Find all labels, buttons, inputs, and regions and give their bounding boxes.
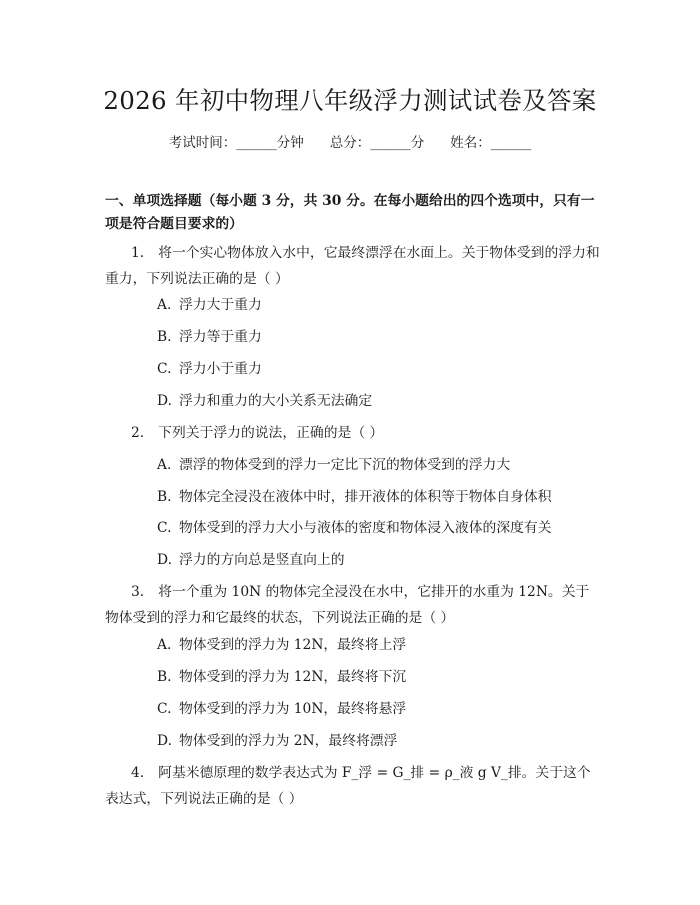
option-letter: A. [157,297,172,313]
option-text: 物体完全浸没在液体中时，排开液体的体积等于物体自身体积 [179,489,552,505]
question-3-option-a [157,635,597,655]
question-number: 1. [131,245,145,261]
option-letter: B. [157,329,172,345]
question-text: 将一个重为 10N 的物体完全浸没在水中，它排开的水重为 12N。关于物体受到的浮力和它最终的状态，下列说法正确的是（ ） [105,584,590,626]
option-text: 物体受到的浮力为 12N，最终将上浮 [179,637,407,653]
question-2 [105,420,600,446]
option-text: 浮力的方向总是竖直向上的 [179,552,345,568]
option-letter: B. [157,669,172,685]
question-3-option-b [157,667,597,687]
question-number: 2. [131,425,145,441]
question-4 [105,760,600,812]
exam-time-field: 考试时间：______分钟 [168,135,304,151]
option-text: 物体受到的浮力为 2N，最终将漂浮 [179,733,398,749]
option-letter: D. [157,733,172,749]
option-text: 物体受到的浮力为 10N，最终将悬浮 [179,701,407,717]
question-1-option-c [157,359,597,379]
option-letter: A. [157,637,172,653]
option-letter: B. [157,489,172,505]
exam-info-line [0,131,700,151]
option-text: 物体受到的浮力为 12N，最终将下沉 [179,669,407,685]
question-text: 下列关于浮力的说法，正确的是（ ） [158,425,384,441]
question-3-option-d [157,731,597,751]
option-text: 物体受到的浮力大小与液体的密度和物体浸入液体的深度有关 [179,520,552,536]
question-2-option-b [157,487,597,507]
question-3 [105,579,600,631]
page-title: 2026 年初中物理八年级浮力测试试卷及答案 [103,86,597,115]
option-text: 漂浮的物体受到的浮力一定比下沉的物体受到的浮力大 [179,457,511,473]
question-3-option-c [157,699,597,719]
option-text: 浮力和重力的大小关系无法确定 [179,393,373,409]
section-heading: 一、单项选择题（每小题 3 分，共 30 分。在每小题给出的四个选项中，只有一项是符合题目要求的） [105,193,595,232]
question-number: 4. [131,765,145,781]
option-letter: D. [157,552,172,568]
option-text: 浮力小于重力 [179,361,262,377]
question-2-option-a [157,455,597,475]
option-letter: A. [157,457,172,473]
question-1-option-d [157,391,597,411]
option-text: 浮力等于重力 [179,329,262,345]
question-text: 阿基米德原理的数学表达式为 F_浮 = G_排 = ρ_液 g V_排。关于这个表达式，下列说法正确的是（ ） [105,765,591,807]
option-letter: D. [157,393,172,409]
option-letter: C. [157,701,172,717]
question-text: 将一个实心物体放入水中，它最终漂浮在水面上。关于物体受到的浮力和重力，下列说法正确的是（ ） [105,245,600,287]
student-name-field: 姓名：______ [450,135,532,151]
option-text: 浮力大于重力 [179,297,262,313]
question-2-option-c [157,518,597,538]
total-score-field: 总分：______分 [329,135,425,151]
question-1-option-b [157,327,597,347]
question-1 [105,240,600,292]
question-2-option-d [157,550,597,570]
question-1-option-a [157,295,597,315]
option-letter: C. [157,361,172,377]
question-number: 3. [131,584,145,600]
option-letter: C. [157,520,172,536]
